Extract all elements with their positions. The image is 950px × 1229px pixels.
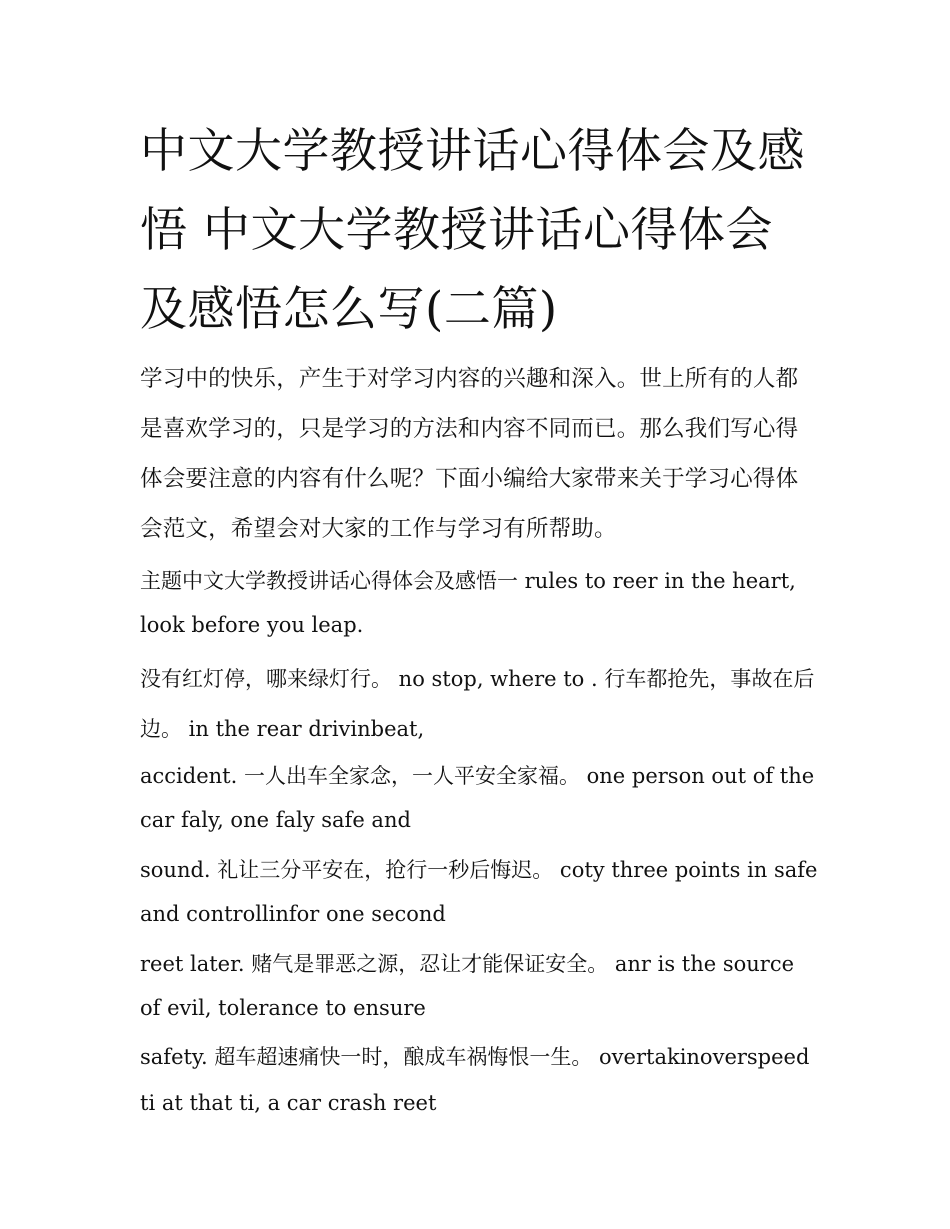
intro-paragraph: 学习中的快乐，产生于对学习内容的兴趣和深入。世上所有的人都是喜欢学习的，只是学习的方法和内容不同而已。那么我们写心得体会要注意的内容有什么呢？下面小编给大家带来关于学习心得体会范文，希望会对大家的工作与学习有所帮助。	[140, 366, 799, 542]
body-paragraph: 没有红灯停，哪来绿灯行。 no stop, where to . 行车都抢先，事故在后边。 in the rear drivinbeat,	[140, 667, 815, 741]
body-paragraph: accident. 一人出车全家念，一人平安全家福。 one person out of the car faly, one faly safe and	[140, 764, 815, 832]
document-title: 中文大学教授讲话心得体会及感悟 中文大学教授讲话心得体会及感悟怎么写(二篇)	[140, 124, 805, 337]
body-paragraph: reet later. 赌气是罪恶之源，忍让才能保证安全。 anr is the source of evil, tolerance to ensure	[140, 952, 795, 1020]
body-paragraph: safety. 超车超速痛快一时，酿成车祸悔恨一生。 overtakinoverspeed ti at that ti, a car crash reet	[140, 1045, 810, 1115]
body-paragraph: 主题中文大学教授讲话心得体会及感悟一 rules to reer in the heart, look before you leap.	[140, 569, 796, 637]
body-paragraph: sound. 礼让三分平安在，抢行一秒后悔迟。 coty three points in safe and controllinfor one second	[140, 858, 818, 926]
